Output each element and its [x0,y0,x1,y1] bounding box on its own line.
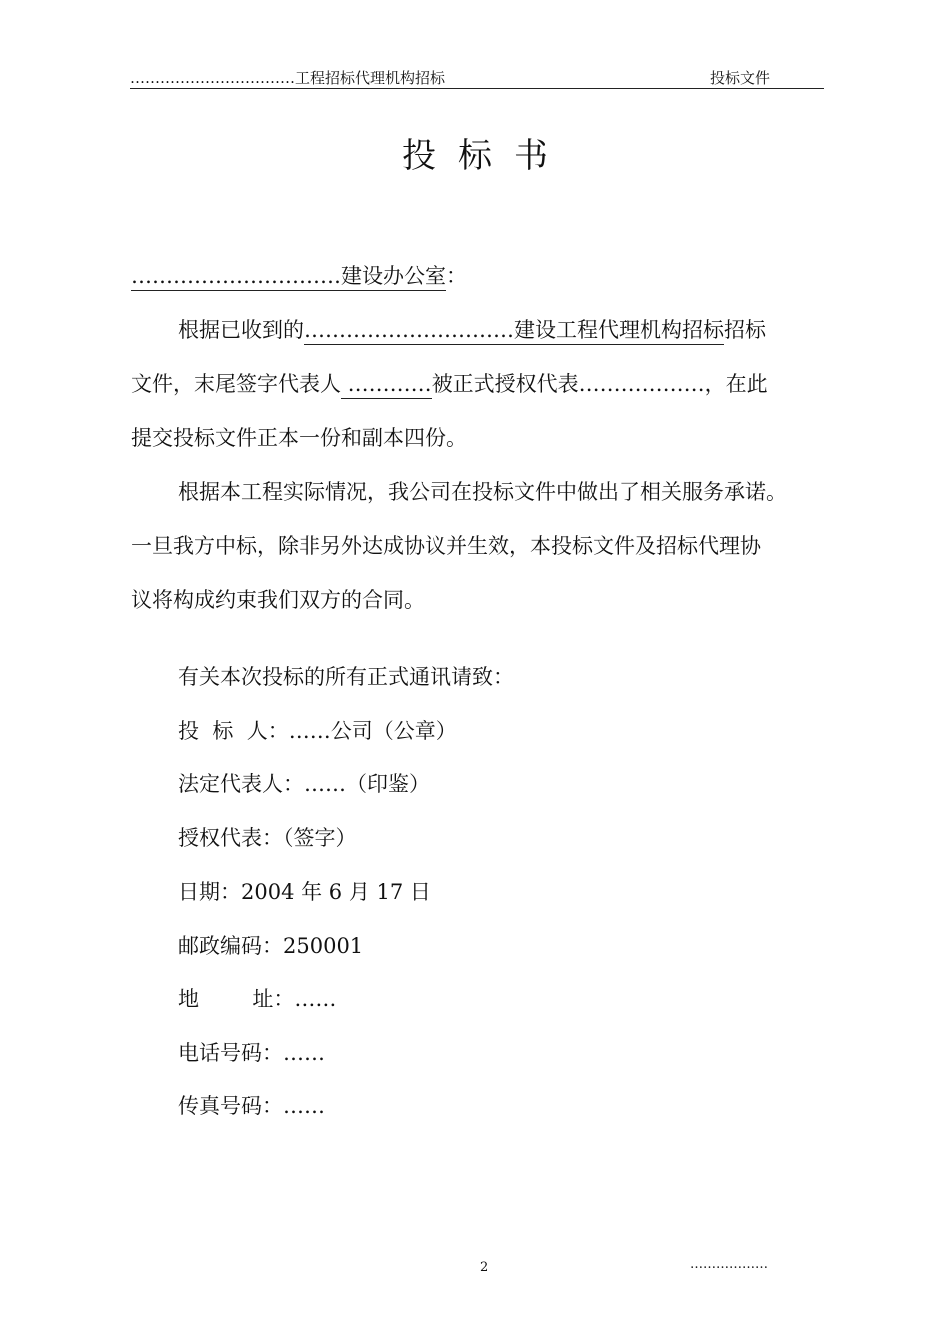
addressee-line [131,262,831,290]
para1-line2 [131,370,831,398]
header-project-name: ……………………………工程招标代理机构招标 [130,69,446,87]
para2-line3: 议将构成约束我们双方的合同。 [131,588,425,612]
contact-date: 日期：2004 年 6 月 17 日 [178,880,431,904]
para1-line3: 提交投标文件正本一份和副本四份。 [131,426,467,450]
contact-postal-code: 邮政编码：250001 [178,934,364,958]
contact-address: 地 址：…… [178,987,337,1011]
para1-line2-underlined: ………… [341,372,432,399]
contact-phone: 电话号码：…… [178,1041,325,1065]
para1-line1-suffix: 招标 [724,318,766,342]
contact-fax: 传真号码：…… [178,1094,325,1118]
para2-line2: 一旦我方中标，除非另外达成协议并生效，本投标文件及招标代理协 [131,534,761,558]
para1-line1 [178,316,878,344]
document-title: 投标书 [402,136,570,176]
para1-line2-suffix: 被正式授权代表………………，在此 [431,372,768,396]
para1-line1-prefix: 根据已收到的 [178,318,304,342]
header-doc-type: 投标文件 [710,69,771,87]
contact-authorized-rep: 授权代表：（签字） [178,826,357,850]
contact-legal-rep: 法定代表人：……（印鉴） [178,772,430,796]
addressee-name: …………………………建设办公室 [131,264,446,291]
page-number: 2 [480,1260,489,1275]
addressee-colon: ： [446,264,467,288]
page-header [130,68,824,89]
footer-dots: ……………… [690,1257,768,1272]
para2-line1: 根据本工程实际情况，我公司在投标文件中做出了相关服务承诺。 [178,480,787,504]
para1-line2-prefix: 文件，末尾签字代表人 [131,372,341,396]
contact-intro: 有关本次投标的所有正式通讯请致： [178,665,514,689]
contact-bidder: 投 标 人：……公司（公章） [178,719,457,743]
para1-line1-underlined: …………………………建设工程代理机构招标 [304,318,724,345]
